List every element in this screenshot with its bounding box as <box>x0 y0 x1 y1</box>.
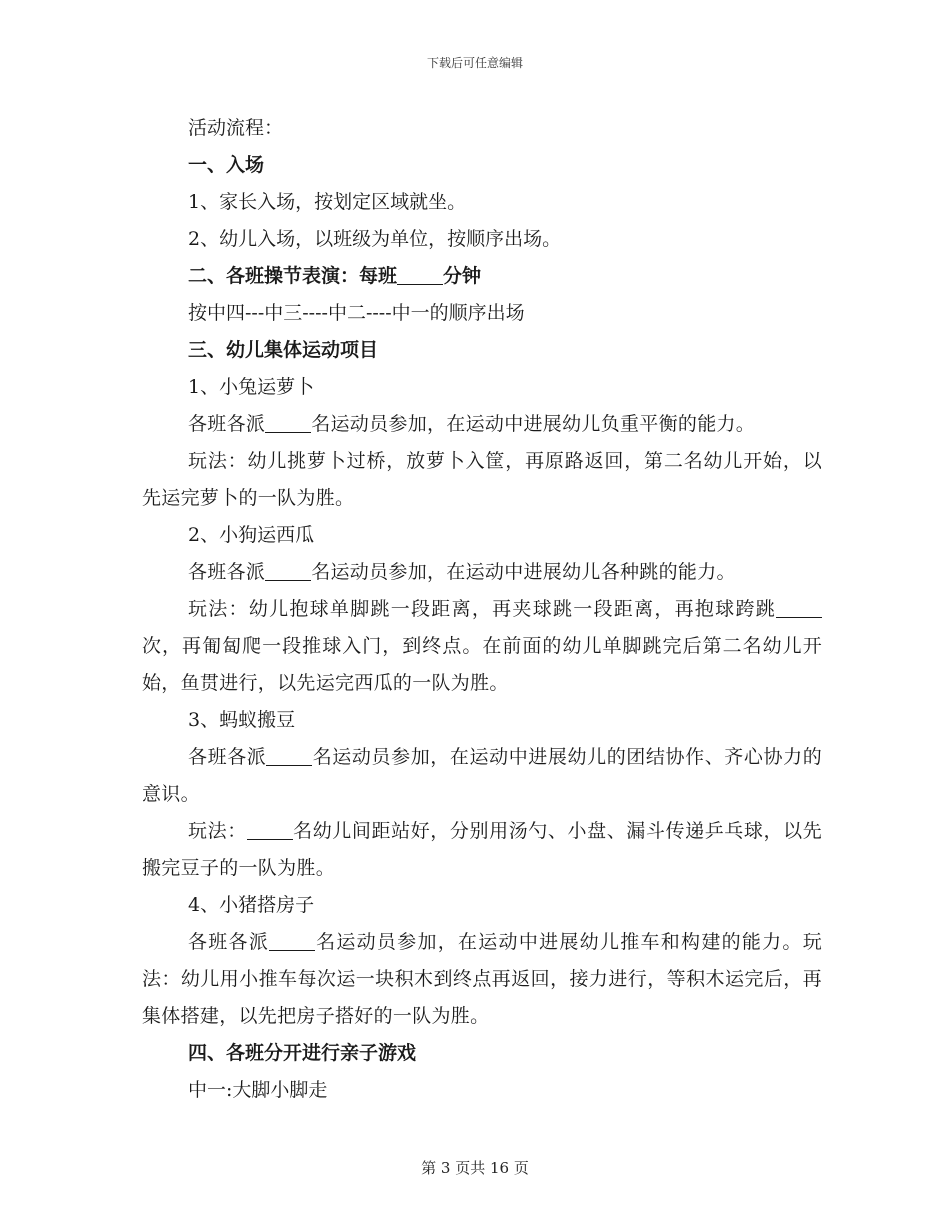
page-footer: 第 3 页共 16 页 <box>421 1159 529 1177</box>
fill-blank <box>397 264 443 285</box>
section-1-title: 一、入场 <box>188 154 265 176</box>
item-2-desc-before: 各班各派 <box>188 561 266 583</box>
document-body <box>142 110 822 1109</box>
fill-blank <box>266 745 312 766</box>
item-2-desc <box>142 554 822 591</box>
item-1-desc-after: 名运动员参加，在运动中进展幼儿负重平衡的能力。 <box>311 413 756 435</box>
section-4-title: 四、各班分开进行亲子游戏 <box>188 1042 417 1064</box>
item-2-title: 2、小狗运西瓜 <box>188 524 315 546</box>
fill-blank <box>247 819 293 840</box>
page-header: 下载后可任意编辑 <box>426 56 523 70</box>
item-3-desc-before: 各班各派 <box>188 746 267 768</box>
item-1-desc <box>142 406 822 443</box>
fill-blank <box>265 412 311 433</box>
item-3-desc-after: 名运动员参加，在运动中进展幼儿的团结协作、齐心协力的意识。 <box>142 746 822 805</box>
item-2-desc-after: 名运动员参加，在运动中进展幼儿各种跳的能力。 <box>311 561 736 583</box>
section-2-title-before: 二、各班操节表演：每班 <box>188 265 398 287</box>
item-4-desc <box>142 924 822 1035</box>
item-1-play: 玩法：幼儿挑萝卜过桥，放萝卜入筐，再原路返回，第二名幼儿开始，以先运完萝卜的一队为胜。 <box>142 450 822 509</box>
item-1-desc-before: 各班各派 <box>188 413 266 435</box>
section-1-item-1: 1、家长入场，按划定区域就坐。 <box>188 191 467 213</box>
item-4-desc-before: 各班各派 <box>188 931 270 953</box>
item-3-play-before: 玩法： <box>188 820 247 842</box>
section-2-title <box>142 258 822 295</box>
item-2-play-before: 玩法：幼儿抱球单脚跳一段距离，再夹球跳一段距离，再抱球跨跳 <box>188 598 776 620</box>
fill-blank <box>265 560 311 581</box>
item-4-title: 4、小猪搭房子 <box>188 894 315 916</box>
section-2-order: 按中四---中三----中二----中一的顺序出场 <box>188 302 525 324</box>
item-2-play-after: 次，再匍匐爬一段推球入门，到终点。在前面的幼儿单脚跳完后第二名幼儿开始，鱼贯进行，以先运完西瓜的一队为胜。 <box>142 635 822 694</box>
item-3-play <box>142 813 822 887</box>
item-3-play-after: 名幼儿间距站好，分别用汤勺、小盘、漏斗传递乒乓球，以先搬完豆子的一队为胜。 <box>142 820 822 879</box>
section-3-title: 三、幼儿集体运动项目 <box>188 339 379 361</box>
section-4-item-1: 中一:大脚小脚走 <box>188 1079 328 1101</box>
fill-blank <box>269 930 315 951</box>
fill-blank <box>776 597 822 618</box>
section-1-item-2: 2、幼儿入场，以班级为单位，按顺序出场。 <box>188 228 562 250</box>
item-3-title: 3、蚂蚁搬豆 <box>188 709 296 731</box>
item-2-play <box>142 591 822 702</box>
item-1-title: 1、小兔运萝卜 <box>188 376 315 398</box>
item-3-desc <box>142 739 822 813</box>
section-2-title-after: 分钟 <box>443 265 482 287</box>
item-4-desc-after: 名运动员参加，在运动中进展幼儿推车和构建的能力。玩法：幼儿用小推车每次运一块积木到终点再返回，接力进行，等积木运完后，再集体搭建，以先把房子搭好的一队为胜。 <box>142 931 822 1027</box>
intro-line: 活动流程： <box>188 117 284 139</box>
